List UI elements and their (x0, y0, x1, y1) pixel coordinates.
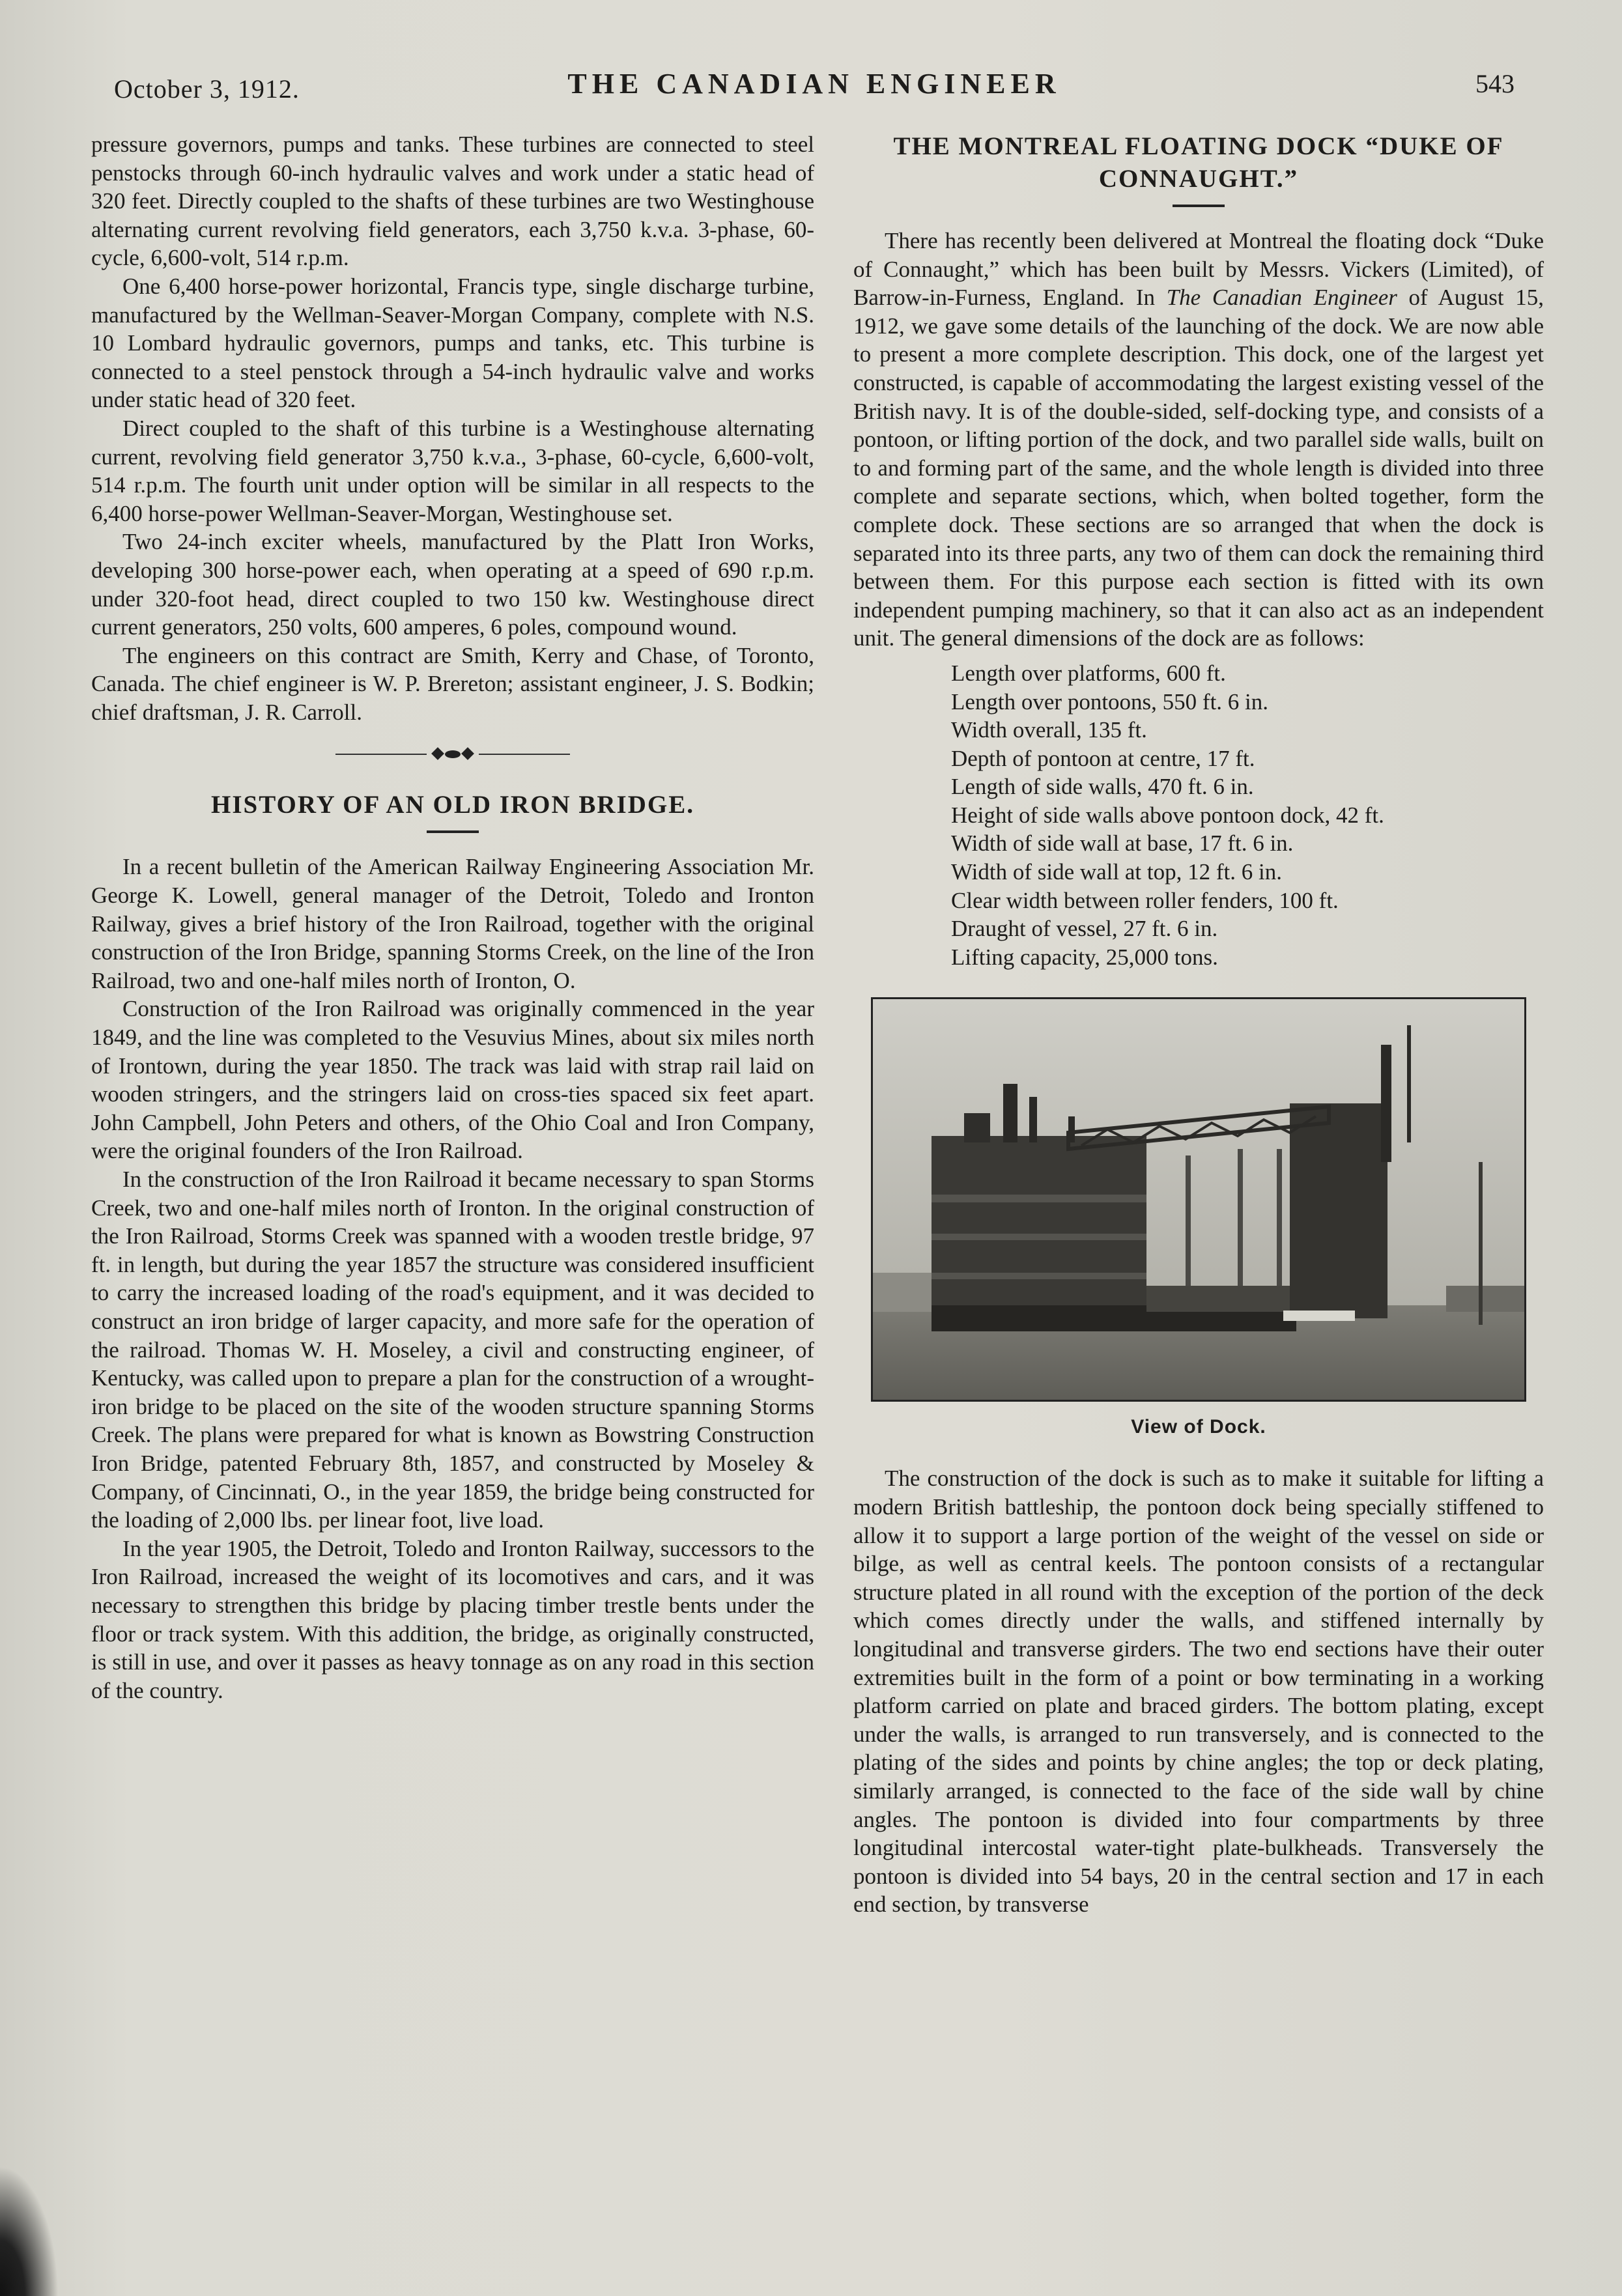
dimension-item: Lifting capacity, 25,000 tons. (951, 944, 1218, 970)
issue-date: October 3, 1912. (114, 74, 300, 104)
publication-title: THE CANADIAN ENGINEER (567, 68, 1061, 100)
dimension-item: Length of side walls, 470 ft. 6 in. (951, 774, 1254, 800)
page-header (114, 62, 1515, 107)
dimension-item: Height of side walls above pontoon dock, 42 ft. (951, 802, 1384, 828)
dimension-item: Width of side wall at top, 12 ft. 6 in. (951, 859, 1282, 885)
dimension-item: Width overall, 135 ft. (951, 717, 1147, 743)
dimension-item: Clear width between roller fenders, 100 ft. (951, 887, 1339, 913)
dock-photograph (871, 997, 1526, 1402)
page-number: 543 (1475, 69, 1515, 98)
title-rule (1173, 205, 1225, 207)
right-column (853, 130, 1544, 1919)
bridge-paragraph-3: In the construction of the Iron Railroad it became necessary to span Storms Creek, two and one-half miles north of Ironton. In the original construction of the Iron Railroad, Storms Creek was spanned with a wooden trestle bridge, 97 ft. in length, but during the year 1857 the structure was considered insufficient to carry the increased loading of the road's equipment, and it was decided to construct an iron bridge of larger capacity, and more safe for the operation of the railroad. Thomas W. H. Moseley, a civil and constructing engineer, of Kentucky, was called upon to prepare a plan for the construction of a wrought-iron bridge to be placed on the site of the wooden structure spanning Storms Creek. The plans were prepared for what is known as Bowstring Construction Iron Bridge, patented February 8th, 1857, and constructed by Moseley & Company, of Cincinnati, O., in the year 1859, the bridge being constructed for the loading of 2,000 lbs. per linear foot, live load. (91, 1167, 814, 1533)
bridge-paragraph-4: In the year 1905, the Detroit, Toledo and Ironton Railway, successors to the Iron Railroad, increased the weight of its locomotives and cars, and it was necessary to strengthen this bridge by placing timber trestle bents under the floor or track system. With this addition, the bridge, as originally constructed, is still in use, and over it passes as heavy tonnage as on any road in this section of the country. (91, 1535, 814, 1703)
left-column (91, 130, 814, 1705)
dimension-item: Length over pontoons, 550 ft. 6 in. (951, 688, 1269, 715)
left-intro-paragraph-1: pressure governors, pumps and tanks. These turbines are connected to steel penstocks through 60-inch hydraulic valves and work under a static head of 320 feet. Directly coupled to the shafts of these turbines are two Westinghouse alternating current revolving field generators, each 3,750 k.v.a. 3-phase, 60-cycle, 6,600-volt, 514 r.p.m. (91, 132, 814, 271)
dimension-item: Draught of vessel, 27 ft. 6 in. (951, 916, 1218, 942)
left-intro-paragraph-2: One 6,400 horse-power horizontal, Francis type, single discharge turbine, manufactured by the Wellman-Seaver-Morgan Company, complete with N.S. 10 Lombard hydraulic governors, pumps and tanks, etc. This turbine is connected to a steel penstock through a 54-inch hydraulic valve and works under static head of 320 feet. (91, 273, 814, 413)
dimension-item: Depth of pontoon at centre, 17 ft. (951, 745, 1255, 771)
section-divider-ornament (335, 748, 570, 760)
bridge-paragraph-1: In a recent bulletin of the American Railway Engineering Association Mr. George K. Lowell, general manager of the Detroit, Toledo and Ironton Railway, gives a brief history of the Iron Railroad, together with the original construction of the Iron Bridge, spanning Storms Creek, on the line of the Iron Railroad, two and one-half miles north of Ironton, O. (91, 854, 814, 993)
left-intro-paragraph-4: Two 24-inch exciter wheels, manufactured by the Platt Iron Works, developing 300 horse-power each, when operating at a speed of 690 r.p.m. under 320-foot head, direct coupled to two 150 kw. Westinghouse direct current generators, 250 volts, 600 amperes, 6 poles, compound wound. (91, 529, 814, 640)
left-intro-paragraph-5: The engineers on this contract are Smith, Kerry and Chase, of Toronto, Canada. The chief engineer is W. P. Brereton; assistant engineer, J. S. Bodkin; chief draftsman, J. R. Carroll. (91, 642, 814, 725)
figure-caption: View of Dock. (1131, 1416, 1266, 1438)
dock-paragraph-2: The construction of the dock is such as to make it suitable for lifting a modern British battleship, the pontoon dock being specially stiffened to allow it to support a large portion of the weight of the vessel on side or bilge, as well as central keels. The pontoon consists of a rectangular structure plated in all round with the exception of the portion of the deck which comes directly under the walls, and stiffened internally by longitudinal and transverse girders. The two end sections have their outer extremities built in the form of a point or bow terminating in a working platform carried on plate and braced girders. The bottom plating, except under the walls, is arranged to run transversely, and is connected to the plating of the sides and points by chine angles; the top or deck plating, similarly arranged, is connected to the face of the side wall by chine angles. The pontoon is divided into four compartments by three longitudinal intercostal water-tight plate-bulkheads. Transversely the pontoon is divided into 54 bays, 20 in the central section and 17 in each end section, by transverse (853, 1466, 1544, 1918)
title-rule (427, 830, 479, 833)
floating-dock-image (873, 999, 1524, 1400)
page-corner-shadow (0, 2166, 59, 2296)
dimension-item: Width of side wall at base, 17 ft. 6 in. (951, 830, 1294, 857)
iron-bridge-article-title: HISTORY OF AN OLD IRON BRIDGE. (211, 791, 694, 819)
bridge-paragraph-2: Construction of the Iron Railroad was originally commenced in the year 1849, and the line was completed to the Vesuvius Mines, about six miles north of Irontown, during the year 1850. The track was laid with strap rail laid on wooden stringers, and the stringers laid on cross-ties spaced six feet apart. John Campbell, John Peters and others, of the Ohio Coal and Iron Company, were the original founders of the Iron Railroad. (91, 996, 814, 1164)
left-intro-paragraph-3: Direct coupled to the shaft of this turbine is a Westinghouse alternating current, revolving field generator 3,750 k.v.a., 3-phase, 60-cycle, 6,600-volt, 514 r.p.m. The fourth unit under option will be similar in all respects to the 6,400 horse-power Wellman-Seaver-Morgan, Westinghouse set. (91, 415, 814, 526)
journal-name-italic: The Canadian Engineer (1166, 285, 1397, 311)
dock-paragraph-1: There has recently been delivered at Montreal the floating dock “Duke of Connaught,” which has been built by Messrs. Vickers (Limited), of Barrow-in-Furness, England. In The Canadian Engineer of August 15, 1912, we gave some details of the launching of the dock. We are now able to present a more complete description. This dock, one of the largest yet constructed, is capable of accommodating the largest existing vessel of the British navy. It is of the double-sided, self-docking type, and consists of a pontoon, or lifting portion of the dock, and two parallel side walls, built on to and forming part of the same, and the whole length is divided into three complete and separate sections, which, when bolted together, form the complete dock. These sections are so arranged that when the dock is separated into its three parts, any two of them can dock the remaining third between them. For this purpose each section is fitted with its own independent pumping machinery, so that it can also act as an independent unit. The general dimensions of the dock are as follows: (853, 228, 1544, 651)
floating-dock-article-title: THE MONTREAL FLOATING DOCK “DUKE OF CONNAUGHT.” (893, 132, 1504, 193)
dimension-item: Length over platforms, 600 ft. (951, 660, 1226, 686)
dock-dimensions-list (951, 659, 1544, 972)
